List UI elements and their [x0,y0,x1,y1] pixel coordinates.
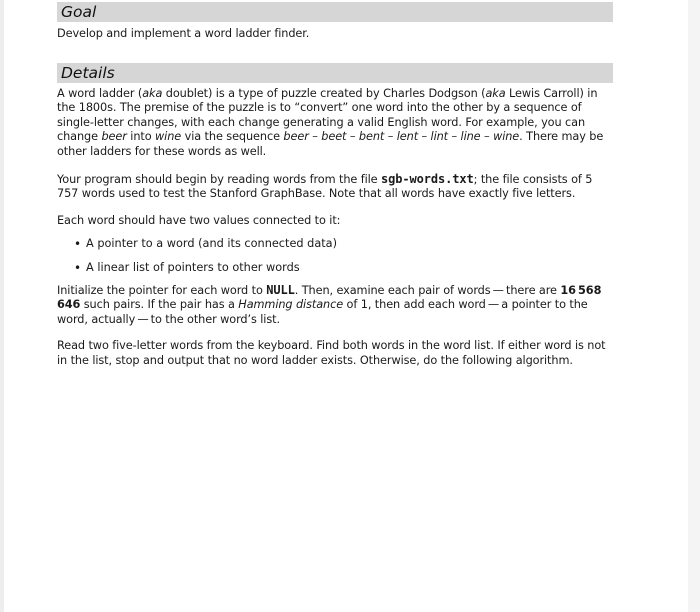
page-right-edge [688,0,700,612]
list-item: • A linear list of pointers to other words [57,261,613,276]
details-paragraph-1: A word ladder (aka doublet) is a type of puzzle created by Charles Dodgson (aka Lewis Carroll) in the 1800s. The premise of the puzzle is to “convert” one word into the other by a sequence of single-letter changes, with each change generating a valid English word. For example, you can change beer into wine via the sequence beer – beet – bent – lent – lint – line – wine. There may be other ladders for these words as well. [57,86,604,158]
details-paragraph-5: Read two five-letter words from the keyboard. Find both words in the word list. If either word is not in the list, stop and output that no word ladder exists. Otherwise, do the following algorithm. [57,339,606,367]
document-body [57,0,613,369]
null-keyword: NULL [266,282,295,297]
list-item: • A pointer to a word (and its connected data) [57,237,613,252]
details-paragraph-4: Initialize the pointer for each word to NULL. Then, examine each pair of words — there are 16 568 646 such pairs. If the pair has a Hamming distance of 1, then add each word — a pointer to the word, actually — to the other word’s list. [57,282,604,326]
page-left-edge [0,0,4,612]
goal-heading: Goal [57,2,613,22]
details-paragraph-2: Your program should begin by reading words from the file sgb-words.txt; the file consists of 5 757 words used to test the Stanford GraphBase. Note that all words have exactly five letters. [57,171,595,201]
filename: sgb-words.txt [381,171,474,186]
details-paragraph-3: Each word should have two values connected to it: [57,213,341,227]
details-heading: Details [57,63,613,83]
bullet-list [57,237,613,275]
goal-text: Develop and implement a word ladder finder. [57,27,310,40]
